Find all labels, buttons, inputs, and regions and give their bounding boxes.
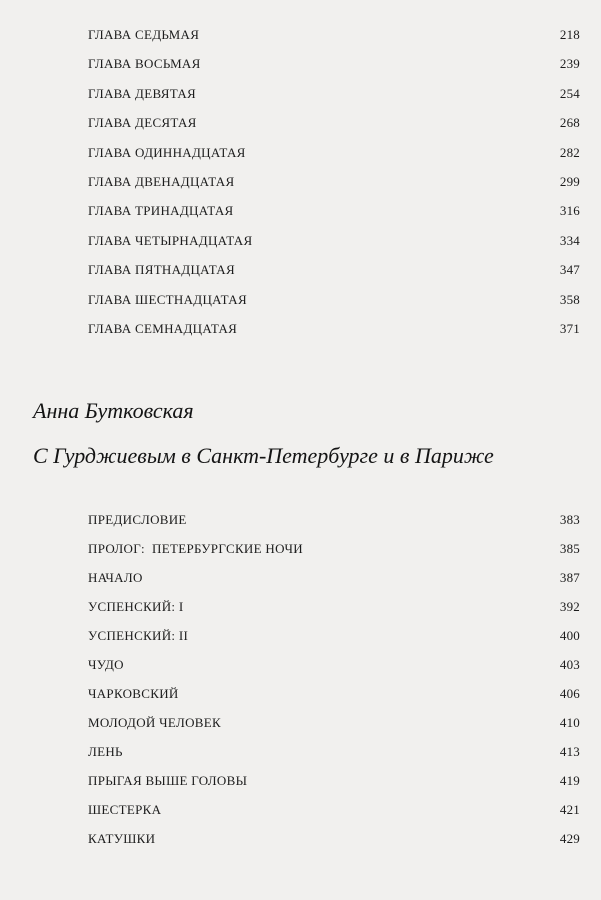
- toc-entry: [88, 318, 580, 347]
- section-author: Анна Бутковская: [33, 398, 194, 423]
- toc-entry-page: 429: [559, 831, 580, 846]
- toc-entry-page: 413: [559, 744, 580, 759]
- toc-entry-page: 410: [559, 715, 580, 730]
- toc-entry-title: ГЛАВА СЕМНАДЦАТАЯ: [88, 320, 238, 336]
- toc-entry-page: 421: [559, 802, 580, 817]
- toc-entry-title: ЧАРКОВСКИЙ: [88, 686, 179, 701]
- toc-entry-page: 282: [559, 144, 580, 160]
- toc-entry: [88, 625, 580, 654]
- toc-entry: [88, 230, 580, 259]
- toc-entry: [88, 538, 580, 567]
- toc-entry: [88, 828, 580, 857]
- toc-entry-title: УСПЕНСКИЙ: II: [88, 628, 189, 643]
- toc-entry-title: ЛЕНЬ: [88, 744, 123, 759]
- toc-entry-title: ГЛАВА ПЯТНАДЦАТАЯ: [88, 262, 235, 278]
- toc-entry: [88, 770, 580, 799]
- toc-entry-page: 347: [559, 262, 580, 278]
- toc-entry-title: ГЛАВА ЧЕТЫРНАДЦАТАЯ: [88, 232, 253, 248]
- toc-entry-title: ГЛАВА ДЕСЯТАЯ: [88, 115, 197, 131]
- toc-entry-page: 403: [559, 657, 580, 672]
- toc-entry-page: 371: [559, 320, 580, 336]
- toc-entry-page: 254: [559, 85, 580, 101]
- toc-entry-page: 387: [559, 570, 580, 585]
- toc-entry: [88, 112, 580, 141]
- toc-entry: [88, 53, 580, 82]
- toc-entry-title: ГЛАВА ОДИННАДЦАТАЯ: [88, 144, 246, 160]
- toc-entry-title: ПРОЛОГ: ПЕТЕРБУРГСКИЕ НОЧИ: [88, 541, 303, 556]
- toc-entry-title: ГЛАВА ВОСЬМАЯ: [88, 56, 201, 72]
- toc-entry-title: ПРЫГАЯ ВЫШЕ ГОЛОВЫ: [88, 773, 248, 788]
- toc-entry: [88, 799, 580, 828]
- toc-entry-page: 385: [559, 541, 580, 556]
- toc-entry-title: ПРЕДИСЛОВИЕ: [88, 512, 187, 527]
- toc-entry-page: 299: [559, 173, 580, 189]
- toc-entry-title: ГЛАВА СЕДЬМАЯ: [88, 27, 200, 42]
- toc-entry: [88, 200, 580, 229]
- toc-entry: [88, 259, 580, 288]
- toc-entry-title: ГЛАВА ТРИНАДЦАТАЯ: [88, 203, 234, 219]
- toc-entry: [88, 567, 580, 596]
- toc-entry: [88, 596, 580, 625]
- toc-entry-page: 383: [559, 512, 580, 527]
- toc-entry-title: НАЧАЛО: [88, 570, 143, 585]
- toc-entry-page: 239: [559, 56, 580, 72]
- toc-entry: [88, 171, 580, 200]
- toc-entry-page: 358: [559, 291, 580, 307]
- toc-entry-title: ГЛАВА ДЕВЯТАЯ: [88, 85, 196, 101]
- table-of-contents-part-1: [88, 24, 580, 347]
- toc-entry-page: 268: [559, 115, 580, 131]
- toc-entry: [88, 683, 580, 712]
- toc-entry-page: 392: [559, 599, 580, 614]
- toc-entry: [88, 741, 580, 770]
- toc-entry-title: ЧУДО: [88, 657, 124, 672]
- toc-entry: [88, 654, 580, 683]
- toc-entry-title: ГЛАВА ДВЕНАДЦАТАЯ: [88, 173, 235, 189]
- toc-entry: [88, 289, 580, 318]
- toc-entry-page: 406: [559, 686, 580, 701]
- toc-entry-title: ГЛАВА ШЕСТНАДЦАТАЯ: [88, 291, 247, 307]
- toc-entry-title: КАТУШКИ: [88, 831, 156, 846]
- section-title: С Гурджиевым в Санкт-Петербурге и в Париже: [33, 443, 494, 468]
- toc-entry: [88, 83, 580, 112]
- toc-entry-page: 400: [559, 628, 580, 643]
- toc-entry-page: 218: [559, 27, 580, 42]
- toc-entry-page: 334: [559, 232, 580, 248]
- table-of-contents-part-2: [88, 509, 580, 857]
- toc-entry-title: ШЕСТЕРКА: [88, 802, 162, 817]
- toc-entry-title: МОЛОДОЙ ЧЕЛОВЕК: [88, 715, 221, 730]
- toc-entry-page: 419: [559, 773, 580, 788]
- toc-entry: [88, 712, 580, 741]
- toc-entry: [88, 24, 580, 53]
- toc-entry-page: 316: [559, 203, 580, 219]
- toc-entry: [88, 142, 580, 171]
- toc-entry-title: УСПЕНСКИЙ: I: [88, 599, 184, 614]
- toc-entry: [88, 509, 580, 538]
